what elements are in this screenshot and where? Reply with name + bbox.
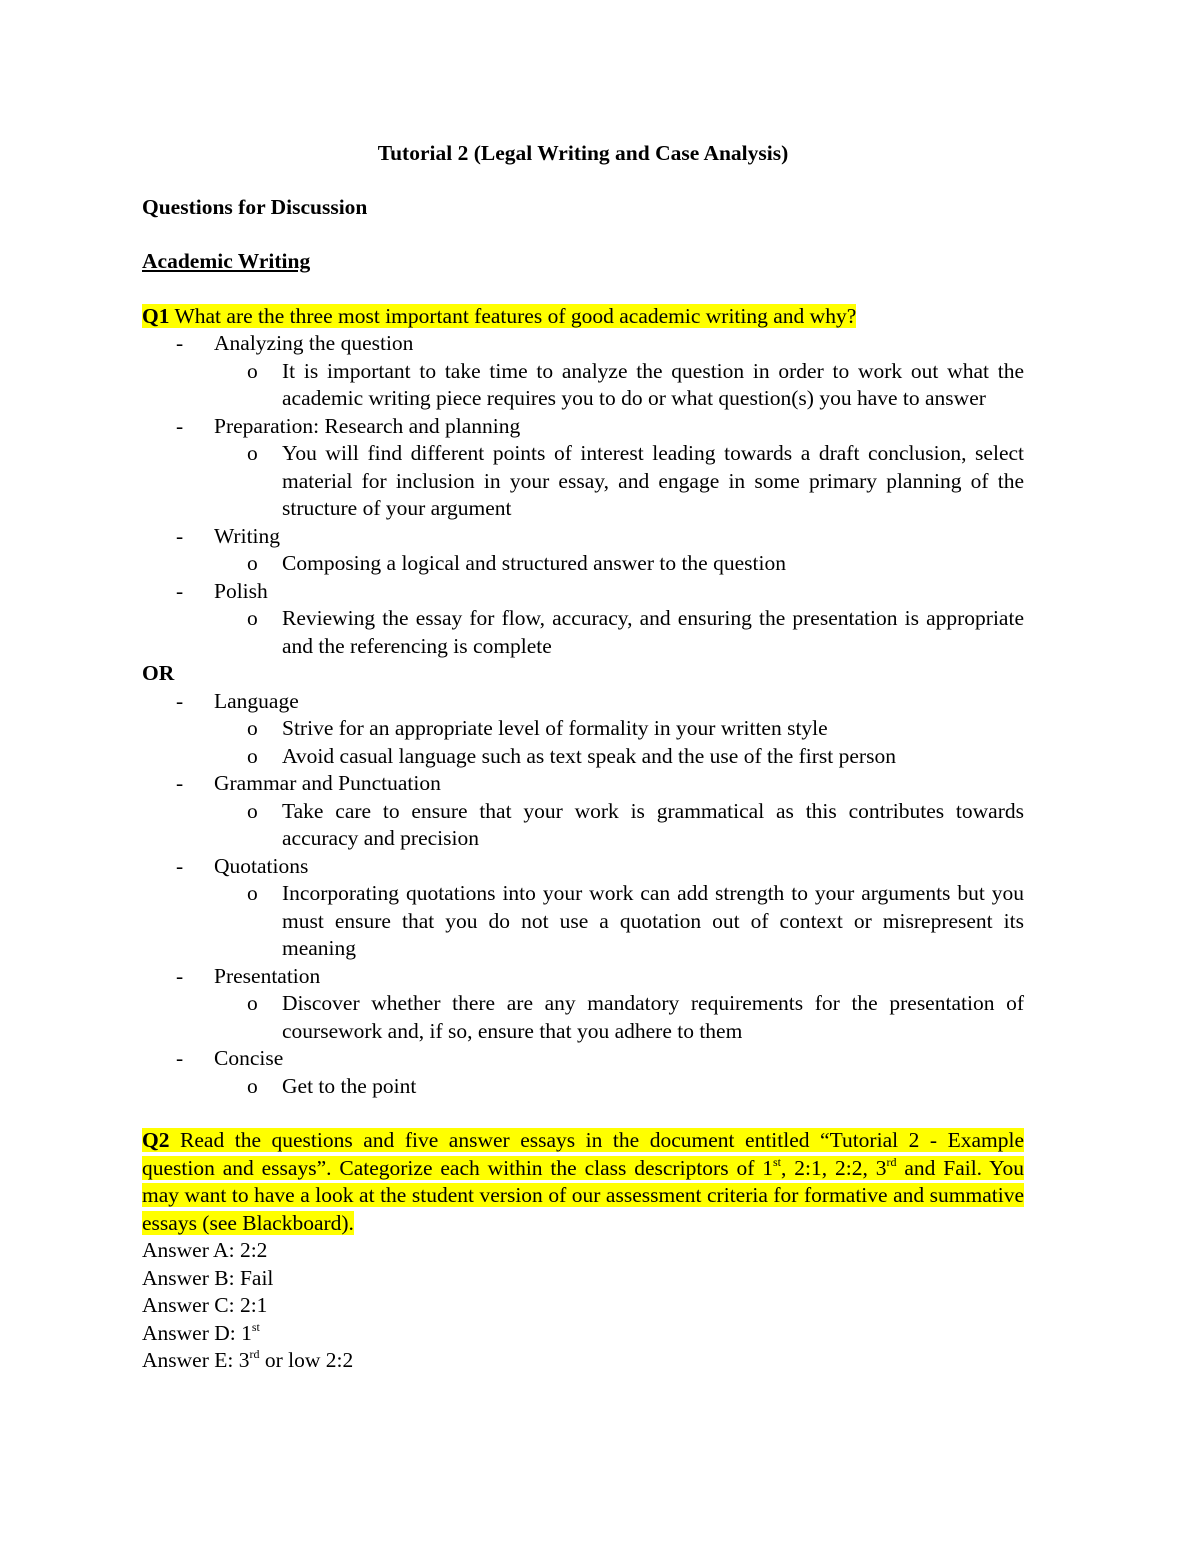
question-1-highlight (142, 304, 856, 328)
sub-list-item-text: Incorporating quotations into your work can add strength to your arguments but you must ensure that you do not use a quotation out of context or misrepresent its meaning (282, 881, 1024, 960)
circle-bullet: o (247, 551, 258, 575)
question-1 (142, 303, 1024, 331)
sub-list-item-text: It is important to take time to analyze the question in order to work out what the academic writing piece requires you to do or what question(s) you have to answer (282, 358, 1024, 410)
q2-answers-list (142, 1237, 1024, 1375)
sub-list-item-text: Strive for an appropriate level of formality in your written style (282, 716, 828, 740)
dash-bullet: - (176, 963, 184, 988)
question-2-text-part-3: and Fail. You may want to have a look at the student version of our assessment criteria for formative and summative essays (see Blackboard). (142, 1155, 1025, 1235)
list-item (142, 770, 1024, 798)
list-item-title: Quotations (214, 853, 309, 878)
dash-bullet: - (176, 1046, 184, 1070)
sub-list-item-text: You will find different points of interest leading towards a draft conclusion, select material for inclusion in your essay, and engage in some primary planning of the structure of your argument (282, 441, 1024, 520)
dash-bullet: - (176, 771, 184, 795)
sub-list-item-text: Reviewing the essay for flow, accuracy, and ensuring the presentation is appropriate and the referencing is complete (282, 606, 1024, 658)
list-item-title: Language (214, 688, 299, 713)
section-heading: Questions for Discussion (142, 194, 368, 219)
sub-list-item-text: Get to the point (282, 1073, 417, 1098)
answer-line (142, 1237, 1024, 1265)
circle-bullet: o (247, 606, 258, 630)
question-2-highlight (142, 1128, 1024, 1235)
circle-bullet: o (247, 716, 258, 740)
answer-grade: 1 (241, 1320, 252, 1345)
spacer (142, 1100, 1024, 1127)
sub-list-item (142, 440, 1024, 523)
answer-label: Answer B: (142, 1265, 240, 1290)
sub-list-item (142, 743, 1024, 771)
circle-bullet: o (247, 441, 258, 465)
answer-line (142, 1320, 1024, 1348)
answer-label: Answer A: (142, 1238, 240, 1262)
question-1-label: Q1 (142, 303, 170, 328)
list-item-title: Grammar and Punctuation (214, 771, 441, 795)
answer-grade: 2:1 (239, 1293, 268, 1317)
document-title: Tutorial 2 (Legal Writing and Case Analysis) (377, 141, 789, 165)
circle-bullet: o (247, 991, 258, 1015)
circle-bullet: o (247, 1073, 258, 1098)
list-item (142, 413, 1024, 441)
list-item-title: Concise (214, 1046, 284, 1070)
circle-bullet: o (247, 358, 258, 383)
answer-grade: 2:2 (239, 1238, 268, 1262)
answer-line (142, 1347, 1024, 1375)
answer-label: Answer C: (142, 1293, 240, 1317)
dash-bullet: - (176, 331, 184, 355)
subsection-heading: Academic Writing (142, 249, 311, 273)
list-item-title: Polish (214, 578, 268, 603)
answer-label: Answer E: (142, 1348, 239, 1372)
list-item-title: Presentation (214, 963, 321, 988)
answer-grade-sup: st (251, 1319, 260, 1334)
circle-bullet: o (247, 881, 258, 905)
list-item (142, 1045, 1024, 1073)
sub-list-item (142, 605, 1024, 660)
sub-list-item (142, 550, 1024, 578)
dash-bullet: - (176, 853, 184, 878)
circle-bullet: o (247, 798, 258, 823)
list-item (142, 688, 1024, 716)
document-body (142, 140, 1024, 1375)
list-item-title: Preparation: Research and planning (214, 413, 521, 438)
answer-grade: 3 (238, 1348, 250, 1372)
answer-line (142, 1292, 1024, 1320)
sub-list-item-text: Discover whether there are any mandatory requirements for the presentation of coursework and, if so, ensure that you adhere to them (282, 991, 1024, 1043)
question-2-text-part-2: , 2:1, 2:2, 3 (781, 1155, 887, 1180)
list-item (142, 523, 1024, 551)
answer-grade-sup: rd (249, 1347, 260, 1361)
list-item (142, 578, 1024, 606)
answer-label: Answer D: (142, 1320, 242, 1345)
sub-list-item-text: Composing a logical and structured answer to the question (282, 551, 786, 575)
list-item-title: Writing (214, 523, 281, 548)
question-2-text-part-1: Read the questions and five answer essays in the document entitled “Tutorial 2 - Example question and essays”. Categorize each within the class descriptors of 1 (142, 1128, 1024, 1180)
list-item-title: Analyzing the question (214, 331, 414, 355)
circle-bullet: o (247, 743, 258, 768)
sub-list-item (142, 990, 1024, 1045)
sub-list-item (142, 1073, 1024, 1101)
sub-list-item (142, 880, 1024, 963)
dash-bullet: - (176, 578, 184, 603)
answer-grade-tail: or low 2:2 (259, 1348, 354, 1372)
list-item (142, 330, 1024, 358)
dash-bullet: - (176, 688, 184, 713)
sub-list-item-text: Take care to ensure that your work is grammatical as this contributes towards accuracy and precision (282, 798, 1024, 850)
list-item (142, 853, 1024, 881)
or-separator: OR (142, 661, 175, 685)
question-2-label: Q2 (142, 1128, 170, 1152)
sub-list-item-text: Avoid casual language such as text speak and the use of the first person (282, 743, 896, 768)
dash-bullet: - (176, 413, 184, 438)
question-2-sup-2: rd (886, 1154, 897, 1169)
sub-list-item (142, 358, 1024, 413)
q1-answer-group-b (142, 688, 1024, 1101)
answer-grade: Fail (239, 1265, 274, 1290)
answer-line (142, 1265, 1024, 1293)
list-item (142, 963, 1024, 991)
question-2-sup-1: st (772, 1154, 781, 1169)
dash-bullet: - (176, 523, 184, 548)
question-1-text: What are the three most important features of good academic writing and why? (169, 303, 857, 328)
q1-answer-group-a (142, 330, 1024, 660)
sub-list-item (142, 798, 1024, 853)
question-2 (142, 1127, 1024, 1237)
sub-list-item (142, 715, 1024, 743)
